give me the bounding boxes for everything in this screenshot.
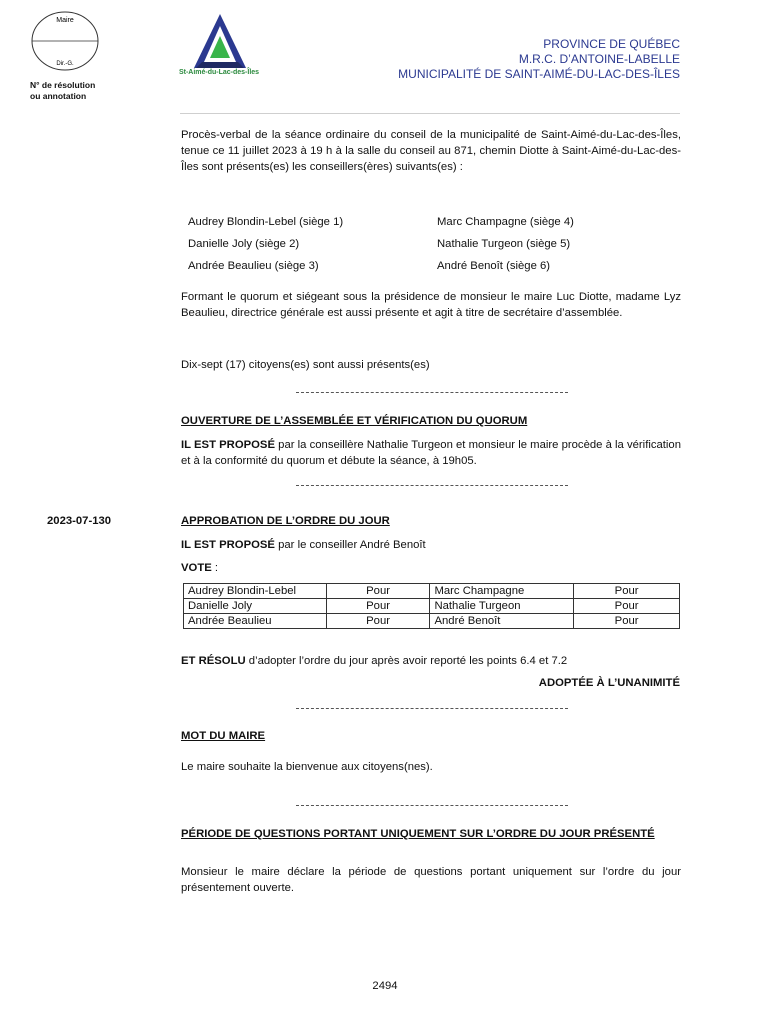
table-row: [184, 614, 680, 629]
resolved-text: d’adopter l’ordre du jour après avoir reporté les points 6.4 et 7.2: [245, 655, 568, 667]
adopted-unanimously: ADOPTÉE À L’UNANIMITÉ: [538, 677, 680, 689]
resolution-number: 2023-07-130: [47, 515, 112, 527]
intro-paragraph: Procès-verbal de la séance ordinaire du conseil de la municipalité de Saint-Aimé-du-Lac-des-Îles, tenue ce 11 juillet 2023 à 19 h à la salle du conseil au 871, chemin Diotte à Saint-Aimé-du-Lac-des-Îles sont présents(es) les conseillers(ères) suivants(es) :: [181, 129, 681, 173]
resolution-label: [30, 80, 95, 102]
table-row: [184, 599, 680, 614]
document-header: [398, 37, 680, 82]
resolution-label-line2: ou annotation: [30, 91, 87, 101]
questions-paragraph: Monsieur le maire déclare la période de questions portant uniquement sur l’ordre du jour présentement ouverte.: [181, 866, 681, 894]
vote-label: [181, 560, 218, 576]
table-row: [184, 584, 680, 599]
section-heading-agenda: APPROBATION DE L’ORDRE DU JOUR: [181, 515, 390, 527]
councillor-1: Audrey Blondin-Lebel (siège 1): [188, 216, 344, 228]
header-mrc: M.R.C. D’ANTOINE-LABELLE: [518, 52, 680, 66]
section-heading-mayor: MOT DU MAIRE: [181, 730, 266, 742]
vote-label-text: VOTE: [181, 562, 212, 574]
separator: [296, 708, 568, 709]
header-province: PROVINCE DE QUÉBEC: [543, 37, 680, 51]
resolved-paragraph: [181, 653, 681, 669]
vote-value: Pour: [326, 584, 430, 599]
seal-bottom-text: Dir.-G.: [56, 61, 74, 67]
councillors-right: [437, 211, 682, 277]
vote-value: Pour: [574, 599, 680, 614]
vote-name: Audrey Blondin-Lebel: [184, 584, 327, 599]
opening-paragraph: [181, 437, 681, 469]
page-number: 2494: [372, 980, 398, 992]
quorum-paragraph: Formant le quorum et siégeant sous la présidence de monsieur le maire Luc Diotte, madame Lyz Beaulieu, directrice générale est aussi présente et agit à titre de secrétaire d’assemblée.: [181, 291, 681, 319]
vote-name: André Benoît: [430, 614, 574, 629]
councillor-3: Andrée Beaulieu (siège 3): [188, 260, 319, 272]
vote-value: Pour: [326, 599, 430, 614]
citizens-present: Dix-sept (17) citoyens(es) sont aussi présents(es): [181, 359, 430, 371]
vote-value: Pour: [326, 614, 430, 629]
resolution-label-line1: N° de résolution: [30, 80, 96, 90]
mayor-paragraph: Le maire souhaite la bienvenue aux citoyens(nes).: [181, 761, 433, 773]
section-heading-questions: PÉRIODE DE QUESTIONS PORTANT UNIQUEMENT SUR L’ORDRE DU JOUR PRÉSENTÉ: [181, 828, 655, 840]
councillor-2: Danielle Joly (siège 2): [188, 238, 300, 250]
section-heading-opening: OUVERTURE DE L’ASSEMBLÉE ET VÉRIFICATION DU QUORUM: [181, 415, 528, 427]
vote-name: Marc Champagne: [430, 584, 574, 599]
header-municipality: MUNICIPALITÉ DE SAINT-AIMÉ-DU-LAC-DES-ÎLES: [398, 67, 680, 81]
proposed-label: IL EST PROPOSÉ: [181, 539, 275, 551]
separator: [296, 805, 568, 806]
agenda-proposal-text: par le conseiller André Benoît: [274, 539, 426, 551]
resolved-label: ET RÉSOLU: [181, 655, 246, 667]
vote-name: Andrée Beaulieu: [184, 614, 327, 629]
councillor-4: Marc Champagne (siège 4): [437, 216, 574, 228]
separator: [296, 392, 568, 393]
vote-name: Danielle Joly: [184, 599, 327, 614]
councillors-left: [188, 211, 438, 277]
vote-value: Pour: [574, 614, 680, 629]
vote-name: Nathalie Turgeon: [430, 599, 574, 614]
separator: [296, 485, 568, 486]
councillor-6: André Benoît (siège 6): [437, 260, 551, 272]
header-divider: [180, 113, 680, 114]
vote-value: Pour: [574, 584, 680, 599]
councillor-5: Nathalie Turgeon (siège 5): [437, 238, 571, 250]
vote-table: [183, 583, 680, 629]
opening-text: par la conseillère Nathalie Turgeon et monsieur le maire procède à la vérification et à la conformité du quorum et débute la séance, à 19h05.: [181, 439, 681, 467]
proposed-label: IL EST PROPOSÉ: [181, 439, 276, 451]
signature-seal: [30, 10, 100, 72]
agenda-proposal: [181, 537, 681, 553]
seal-top-text: Maire: [56, 17, 74, 24]
logo-caption: St-Aimé-du-Lac-des-Îles: [178, 69, 260, 76]
vote-label-suffix: :: [211, 562, 219, 574]
